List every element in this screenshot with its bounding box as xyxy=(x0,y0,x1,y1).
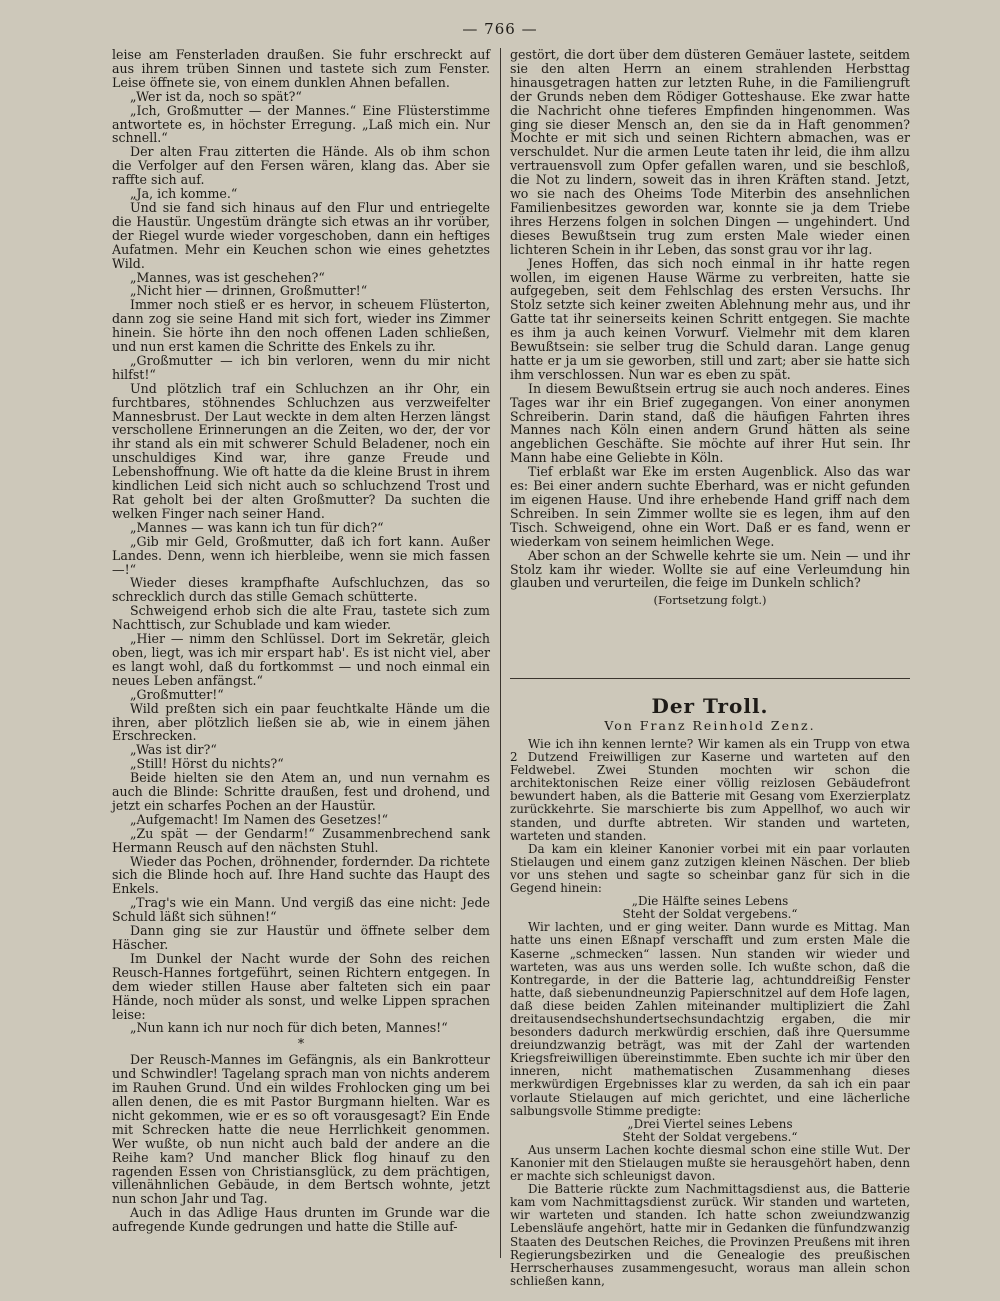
paragraph: gestört, die dort über dem düsteren Gemäuer lastete, seitdem sie den alten Herrn an einem strahlenden Herbsttag hinausgetragen hatten zur letzten Ruhe, in die Familiengruft der Grunds neben dem Rödiger Gotteshause. Eke zwar hatte die Nachricht ohne tieferes Empfinden hingenommen. Was ging sie dieser Mensch an, den sie da in Haft genommen? Mochte er mit sich und seinen Richtern abmachen, was er verschuldet. Nur die armen Leute taten ihr leid, die ihm allzu vertrauensvoll zum Opfer gefallen waren, und sie beschloß, die Not zu lindern, soweit das in ihren Kräften stand. Jetzt, wo sie nach des Oheims Tode Miterbin des ansehnlichen Familienbesitzes geworden war, konnte sie ja dem Triebe ihres Herzens folgen in solchen Dingen — ungehindert. Und dieses Bewußtsein trug zum ersten Male wieder einen lichteren Schein in ihr Leben, das sonst grau vor ihr lag. xyxy=(510,47,910,257)
paragraph: Beide hielten sie den Atem an, und nun vernahm es auch die Blinde: Schritte draußen, fest und drohend, und jetzt ein scharfes Pochen an der Haustür. xyxy=(112,770,490,813)
right-column-lower xyxy=(510,738,910,1288)
paragraph: Wieder das Pochen, dröhnender, fordernder. Da richtete sich die Blinde hoch auf. Ihre Hand suchte das Haupt des Enkels. xyxy=(112,853,490,897)
section-divider xyxy=(510,678,910,679)
verse-line: „Drei Viertel seines Lebens xyxy=(627,1116,793,1131)
left-column xyxy=(112,48,490,1234)
verse-line: „Die Hälfte seines Lebens xyxy=(631,894,789,909)
paragraph: „Nicht hier — drinnen, Großmutter!“ xyxy=(130,283,368,299)
paragraph: Schweigend erhob sich die alte Frau, tastete sich zum Nachttisch, zur Schublade und kam wieder. xyxy=(112,603,490,633)
paragraph: „Mannes — was kann ich tun für dich?“ xyxy=(130,519,384,535)
verse-line: Steht der Soldat vergebens.“ xyxy=(622,1129,798,1144)
paragraph: „Was ist dir?“ xyxy=(130,742,217,758)
paragraph: „Ja, ich komme.“ xyxy=(130,186,238,202)
paragraph: „Gib mir Geld, Großmutter, daß ich fort kann. Außer Landes. Denn, wenn ich hierbleibe, wenn sie mich fassen —!“ xyxy=(112,533,490,577)
paragraph: Wir lachten, und er ging weiter. Dann wurde es Mittag. Man hatte uns einen Eßnapf verschafft und zum ersten Male die Kaserne „schmecken“ lassen. Nun standen wir wieder und warteten, was aus uns werden solle. Ich wußte schon, daß die Kontregarde, in der die Batterie lag, achtunddreißig Fenster hatte, daß siebenundneunzig Papierschnitzel auf dem Hofe lagen, daß diese beiden Zahlen miteinander multipliziert die Zahl dreitausendsechshundertsechsundachtzig ergaben, die mir besonders dadurch merkwürdig erschien, daß ihre Quersumme dreiundzwanzig beträgt, was mit der Zahl der wartenden Kriegsfreiwilligen übereinstimmte. Eben suchte ich mir über den inneren, nicht mathematischen Zusammenhang dieses merkwürdigen Ergebnisses klar zu werden, da sah ich ein paar vorlaute Stielaugen auf mich gerichtet, und eine lächerliche salbungsvolle Stimme predigte: xyxy=(510,920,910,1118)
paragraph: „Nun kann ich nur noch für dich beten, Mannes!“ xyxy=(130,1020,448,1036)
paragraph: „Mannes, was ist geschehen?“ xyxy=(130,269,325,285)
paragraph: Aus unserm Lachen kochte diesmal schon eine stille Wut. Der Kanonier mit den Stielaugen mußte sie herausgehört haben, denn er machte sich schleunigst davon. xyxy=(510,1142,910,1184)
paragraph: Die Batterie rückte zum Nachmittagsdienst aus, die Batterie kam vom Nachmittagsdienst zurück. Wir standen und warteten, wir warteten und standen. Ich hatte schon zweiundzwanzig Lebensläufe angehört, hatte mir in Gedanken die fünfundzwanzig Staaten des Deutschen Reiches, die Provinzen Preußens mit ihren Regierungsbezirken und die Genealogie des preußischen Herrscherhauses zusammengesucht, woraus man allein schon schließen kann, xyxy=(510,1182,910,1288)
paragraph: leise am Fensterladen draußen. Sie fuhr erschreckt auf aus ihrem trüben Sinnen und tastete sich zum Fenster. Leise öffnete sie, von einem dunklen Ahnen befallen. xyxy=(112,47,490,90)
paragraph: Auch in das Adlige Haus drunten im Grunde war die aufregende Kunde gedrungen und hatte die Stille auf- xyxy=(112,1205,490,1235)
paragraph: In diesem Bewußtsein ertrug sie auch noch anderes. Eines Tages war ihr ein Brief zugegangen. Von einer anonymen Schreiberin. Darin stand, daß die häufigen Fahrten ihres Mannes nach Köln einen andern Grund hätten als seine angeblichen Geschäfte. Sie möchte auf ihrer Hut sein. Ihr Mann habe eine Geliebte in Köln. xyxy=(510,380,910,466)
right-column-upper xyxy=(510,48,910,608)
continuation-note: (Fortsetzung folgt.) xyxy=(653,593,767,608)
paragraph: Wild preßten sich ein paar feuchtkalte Hände um die ihren, aber plötzlich ließen sie ab, wie in einem jähen Erschrecken. xyxy=(112,700,490,744)
paragraph: „Großmutter — ich bin verloren, wenn du mir nicht hilfst!“ xyxy=(112,352,490,382)
column-divider xyxy=(500,48,501,1258)
paragraph: „Still! Hörst du nichts?“ xyxy=(130,756,284,772)
paragraph: „Hier — nimm den Schlüssel. Dort im Sekretär, gleich oben, liegt, was ich mir erspart hab'. Es ist nicht viel, aber es langt wohl, daß du fortkommst — und noch einmal ein neues Leben anfängst.“ xyxy=(112,631,490,688)
paragraph: Und plötzlich traf ein Schluchzen an ihr Ohr, ein furchtbares, stöhnendes Schluchzen aus verzweifelter Mannesbrust. Der Laut weckte in dem alten Herzen längst verschollene Erinnerungen an die Zeiten, wo der, der vor ihr stand als ein mit schwerer Schuld Beladener, noch ein unschuldiges Kind war, ihre ganze Freude und Lebenshoffnung. Wie oft hatte da die kleine Brust in ihrem kindlichen Leid sich nicht auch so schluchzend Trost und Rat geholt bei der alten Großmutter? Da suchten die welken Finger nach seiner Hand. xyxy=(112,380,490,521)
paragraph: „Großmutter!“ xyxy=(130,686,224,702)
paragraph: Im Dunkel der Nacht wurde der Sohn des reichen Reusch-Hannes fortgeführt, seinen Richtern entgegen. In dem wieder stillen Hause aber falteten sich ein paar Hände, noch müder als sonst, und welke Lippen sprachen leise: xyxy=(112,950,490,1022)
paragraph: Tief erblaßt war Eke im ersten Augenblick. Also das war es: Bei einer andern suchte Eberhard, was er nicht gefunden im eigenen Hause. Und ihre erhebende Hand griff nach dem Schreiben. In sein Zimmer wollte sie es legen, ihm auf den Tisch. Schweigend, ohne ein Wort. Daß er es fand, wenn er wiederkam von seinem heimlichen Wege. xyxy=(510,464,910,549)
paragraph: Wie ich ihn kennen lernte? Wir kamen als ein Trupp von etwa 2 Dutzend Freiwilligen zur Kaserne und warteten auf den Feldwebel. Zwei Stunden mochten wir schon die architektonischen Reize einer völlig reizlosen Gebäudefront bewundert haben, als die Batterie mit Gesang vom Exerzierplatz zurückkehrte. Sie marschierte bis zum Appellhof, wo auch wir standen, und durfte abtreten. Wir standen und warteten, warteten und standen. xyxy=(510,737,910,843)
paragraph: Und sie fand sich hinaus auf den Flur und entriegelte die Haustür. Ungestüm drängte sich etwas an ihr vorüber, der Riegel wurde wieder vorgeschoben, dann ein heftiges Aufatmen. Mehr ein Keuchen schon wie eines gehetztes Wild. xyxy=(112,199,490,271)
section-separator: * xyxy=(297,1036,305,1052)
paragraph: Jenes Hoffen, das sich noch einmal in ihr hatte regen wollen, im eigenen Hause Wärme zu verbreiten, hatte sie aufgegeben, seit dem Fehlschlag des ersten Versuchs. Ihr Stolz setzte sich keiner zweiten Ablehnung mehr aus, und ihr Gatte tat ihr seinerseits keinen Schritt entgegen. Sie machte es ihm ja auch keinen Vorwurf. Vielmehr mit dem klaren Bewußtsein: sie selber trug die Schuld daran. Lange genug hatte er ja um sie geworben, still und zart; aber sie hatte sich ihm verschlossen. Nun war es eben zu spät. xyxy=(510,255,910,382)
page-number: — 766 — xyxy=(462,20,538,38)
paragraph: „Wer ist da, noch so spät?“ xyxy=(130,88,302,104)
story-byline: Von Franz Reinhold Zenz. xyxy=(604,718,816,733)
verse-line: Steht der Soldat vergebens.“ xyxy=(622,907,798,922)
paragraph: Der alten Frau zitterten die Hände. Als ob ihm schon die Verfolger auf den Fersen wären, klang das. Aber sie raffte sich auf. xyxy=(112,144,490,188)
paragraph: „Ich, Großmutter — der Mannes.“ Eine Flüsterstimme antwortete es, in höchster Erregung. „Laß mich ein. Nur schnell.“ xyxy=(112,102,490,146)
paragraph: „Trag's wie ein Mann. Und vergiß das eine nicht: Jede Schuld läßt sich sühnen!“ xyxy=(112,895,490,925)
paragraph: „Aufgemacht! Im Namen des Gesetzes!“ xyxy=(130,811,389,827)
paragraph: Aber schon an der Schwelle kehrte sie um. Nein — und ihr Stolz kam ihr wieder. Wollte sie auf eine Verleumdung hin glauben und verurteilen, die feige im Dunkeln schlich? xyxy=(510,547,910,591)
paragraph: Da kam ein kleiner Kanonier vorbei mit ein paar vorlauten Stielaugen und einem ganz zutzigen kleinen Näschen. Der blieb vor uns stehen und sagte so scheinbar ganz für sich in die Gegend hinein: xyxy=(510,841,910,896)
paragraph: „Zu spät — der Gendarm!“ Zusammenbrechend sank Hermann Reusch auf den nächsten Stuhl. xyxy=(112,825,490,855)
paragraph: Immer noch stieß er es hervor, in scheuem Flüsterton, dann zog sie seine Hand mit sich fort, wieder ins Zimmer hinein. Sie hörte ihn den noch offenen Laden schließen, und nun erst kamen die Schritte des Enkels zu ihr. xyxy=(112,297,490,355)
paragraph: Dann ging sie zur Haustür und öffnete selber dem Häscher. xyxy=(112,923,490,952)
paragraph: Der Reusch-Mannes im Gefängnis, als ein Bankrotteur und Schwindler! Tagelang sprach man von nichts anderem im Rauhen Grund. Und ein wildes Frohlocken ging um bei allen denen, die es mit Pastor Burgmann hielten. War es nicht gekommen, wie er es so oft vorausgesagt? Ein Ende mit Schrecken hatte die neue Herrlichkeit genommen. Wer wußte, ob nun nicht auch bald der andere an die Reihe kam? Und mancher Blick flog hinauf zu den ragenden Essen von Christiansglück, zu dem prächtigen, villenähnlichen Gebäude, in dem Bertsch wohnte, jetzt nun schon Jahr und Tag. xyxy=(112,1052,490,1207)
story-title: Der Troll. xyxy=(651,694,769,718)
paragraph: Wieder dieses krampfhafte Aufschluchzen, das so schrecklich durch das stille Gemach schütterte. xyxy=(112,575,490,605)
